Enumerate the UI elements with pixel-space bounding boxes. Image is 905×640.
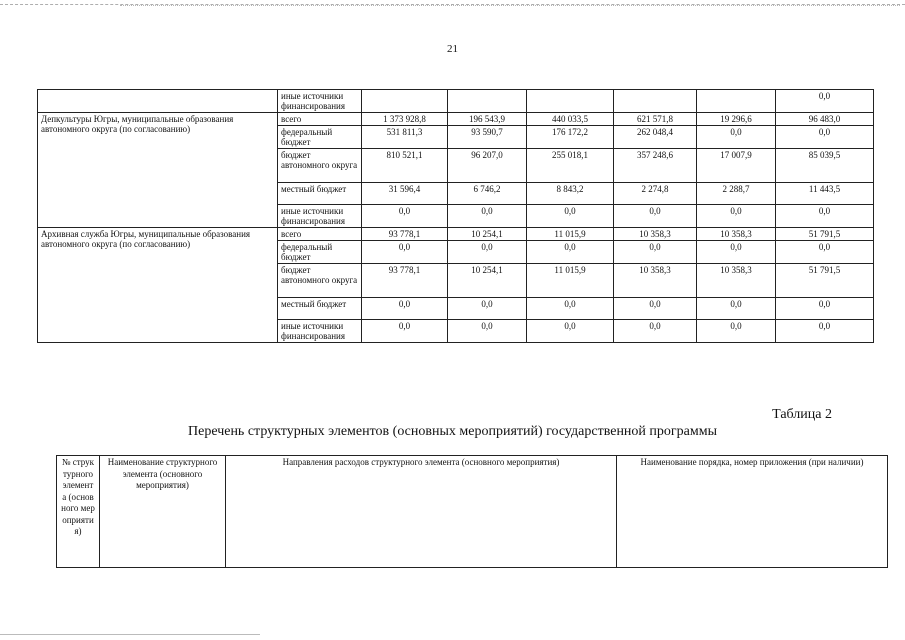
header-number: № структурного элемента (основного мероприятия) <box>57 456 100 568</box>
value-cell: 0,0 <box>776 126 874 149</box>
value-cell: 0,0 <box>697 320 776 343</box>
header-expense-directions: Направления расходов структурного элемента (основного мероприятия) <box>226 456 617 568</box>
value-cell: 0,0 <box>614 241 697 264</box>
value-cell: 0,0 <box>614 298 697 320</box>
value-cell: 0,0 <box>697 298 776 320</box>
value-cell: 0,0 <box>697 241 776 264</box>
value-cell: 0,0 <box>697 126 776 149</box>
value-cell: 0,0 <box>776 90 874 113</box>
scan-artifact-bottom <box>0 634 260 636</box>
value-cell: 2 274,8 <box>614 183 697 205</box>
organization-cell <box>38 90 278 113</box>
value-cell: 0,0 <box>448 241 527 264</box>
table-row <box>38 228 874 241</box>
value-cell: 93 778,1 <box>362 264 448 298</box>
value-cell: 0,0 <box>448 205 527 228</box>
value-cell: 31 596,4 <box>362 183 448 205</box>
value-cell: 357 248,6 <box>614 149 697 183</box>
value-cell: 0,0 <box>614 320 697 343</box>
table-row <box>38 90 874 113</box>
value-cell: 0,0 <box>527 320 614 343</box>
funding-source-cell: бюджет автономного округа <box>278 149 362 183</box>
value-cell: 621 571,8 <box>614 113 697 126</box>
value-cell: 0,0 <box>614 205 697 228</box>
value-cell: 10 358,3 <box>697 264 776 298</box>
funding-source-cell: иные источники финансирования <box>278 205 362 228</box>
value-cell: 262 048,4 <box>614 126 697 149</box>
table-row <box>38 113 874 126</box>
table-header-row <box>57 456 888 568</box>
value-cell: 0,0 <box>527 298 614 320</box>
funding-source-cell: иные источники финансирования <box>278 320 362 343</box>
value-cell: 810 521,1 <box>362 149 448 183</box>
value-cell: 0,0 <box>776 298 874 320</box>
value-cell <box>527 90 614 113</box>
financing-table <box>37 89 874 343</box>
value-cell: 10 358,3 <box>614 228 697 241</box>
value-cell: 0,0 <box>776 205 874 228</box>
value-cell: 0,0 <box>527 241 614 264</box>
value-cell: 440 033,5 <box>527 113 614 126</box>
value-cell: 0,0 <box>448 320 527 343</box>
value-cell: 51 791,5 <box>776 228 874 241</box>
value-cell: 11 443,5 <box>776 183 874 205</box>
value-cell: 531 811,3 <box>362 126 448 149</box>
value-cell: 8 843,2 <box>527 183 614 205</box>
value-cell <box>362 90 448 113</box>
value-cell: 0,0 <box>362 241 448 264</box>
organization-cell: Депкультуры Югры, муниципальные образования автономного округа (по согласованию) <box>38 113 278 228</box>
funding-source-cell: бюджет автономного округа <box>278 264 362 298</box>
value-cell: 0,0 <box>527 205 614 228</box>
organization-cell: Архивная служба Югры, муниципальные образования автономного округа (по согласованию) <box>38 228 278 343</box>
table-title: Перечень структурных элементов (основных мероприятий) государственной программы <box>188 424 717 439</box>
value-cell: 196 543,9 <box>448 113 527 126</box>
funding-source-cell: местный бюджет <box>278 298 362 320</box>
funding-source-cell: всего <box>278 228 362 241</box>
value-cell: 17 007,9 <box>697 149 776 183</box>
structural-elements-table <box>56 455 888 568</box>
funding-source-cell: местный бюджет <box>278 183 362 205</box>
value-cell: 51 791,5 <box>776 264 874 298</box>
value-cell: 93 590,7 <box>448 126 527 149</box>
value-cell: 1 373 928,8 <box>362 113 448 126</box>
value-cell <box>448 90 527 113</box>
value-cell: 0,0 <box>362 205 448 228</box>
scan-artifact-top-dots <box>120 5 900 7</box>
value-cell: 96 483,0 <box>776 113 874 126</box>
value-cell: 10 358,3 <box>614 264 697 298</box>
value-cell: 85 039,5 <box>776 149 874 183</box>
value-cell: 2 288,7 <box>697 183 776 205</box>
funding-source-cell: всего <box>278 113 362 126</box>
value-cell: 10 254,1 <box>448 264 527 298</box>
table-label: Таблица 2 <box>772 407 832 422</box>
value-cell: 176 172,2 <box>527 126 614 149</box>
value-cell: 0,0 <box>362 298 448 320</box>
value-cell: 0,0 <box>448 298 527 320</box>
value-cell: 6 746,2 <box>448 183 527 205</box>
value-cell: 11 015,9 <box>527 228 614 241</box>
value-cell: 255 018,1 <box>527 149 614 183</box>
value-cell: 19 296,6 <box>697 113 776 126</box>
value-cell: 10 358,3 <box>697 228 776 241</box>
value-cell: 0,0 <box>776 320 874 343</box>
value-cell <box>614 90 697 113</box>
value-cell: 11 015,9 <box>527 264 614 298</box>
value-cell: 10 254,1 <box>448 228 527 241</box>
value-cell: 96 207,0 <box>448 149 527 183</box>
funding-source-cell: федеральный бюджет <box>278 241 362 264</box>
header-procedure-name: Наименование порядка, номер приложения (при наличии) <box>617 456 888 568</box>
funding-source-cell: иные источники финансирования <box>278 90 362 113</box>
page-number: 21 <box>447 43 458 55</box>
header-element-name: Наименование структурного элемента (основного мероприятия) <box>100 456 226 568</box>
funding-source-cell: федеральный бюджет <box>278 126 362 149</box>
value-cell <box>697 90 776 113</box>
value-cell: 0,0 <box>697 205 776 228</box>
value-cell: 0,0 <box>362 320 448 343</box>
value-cell: 0,0 <box>776 241 874 264</box>
value-cell: 93 778,1 <box>362 228 448 241</box>
